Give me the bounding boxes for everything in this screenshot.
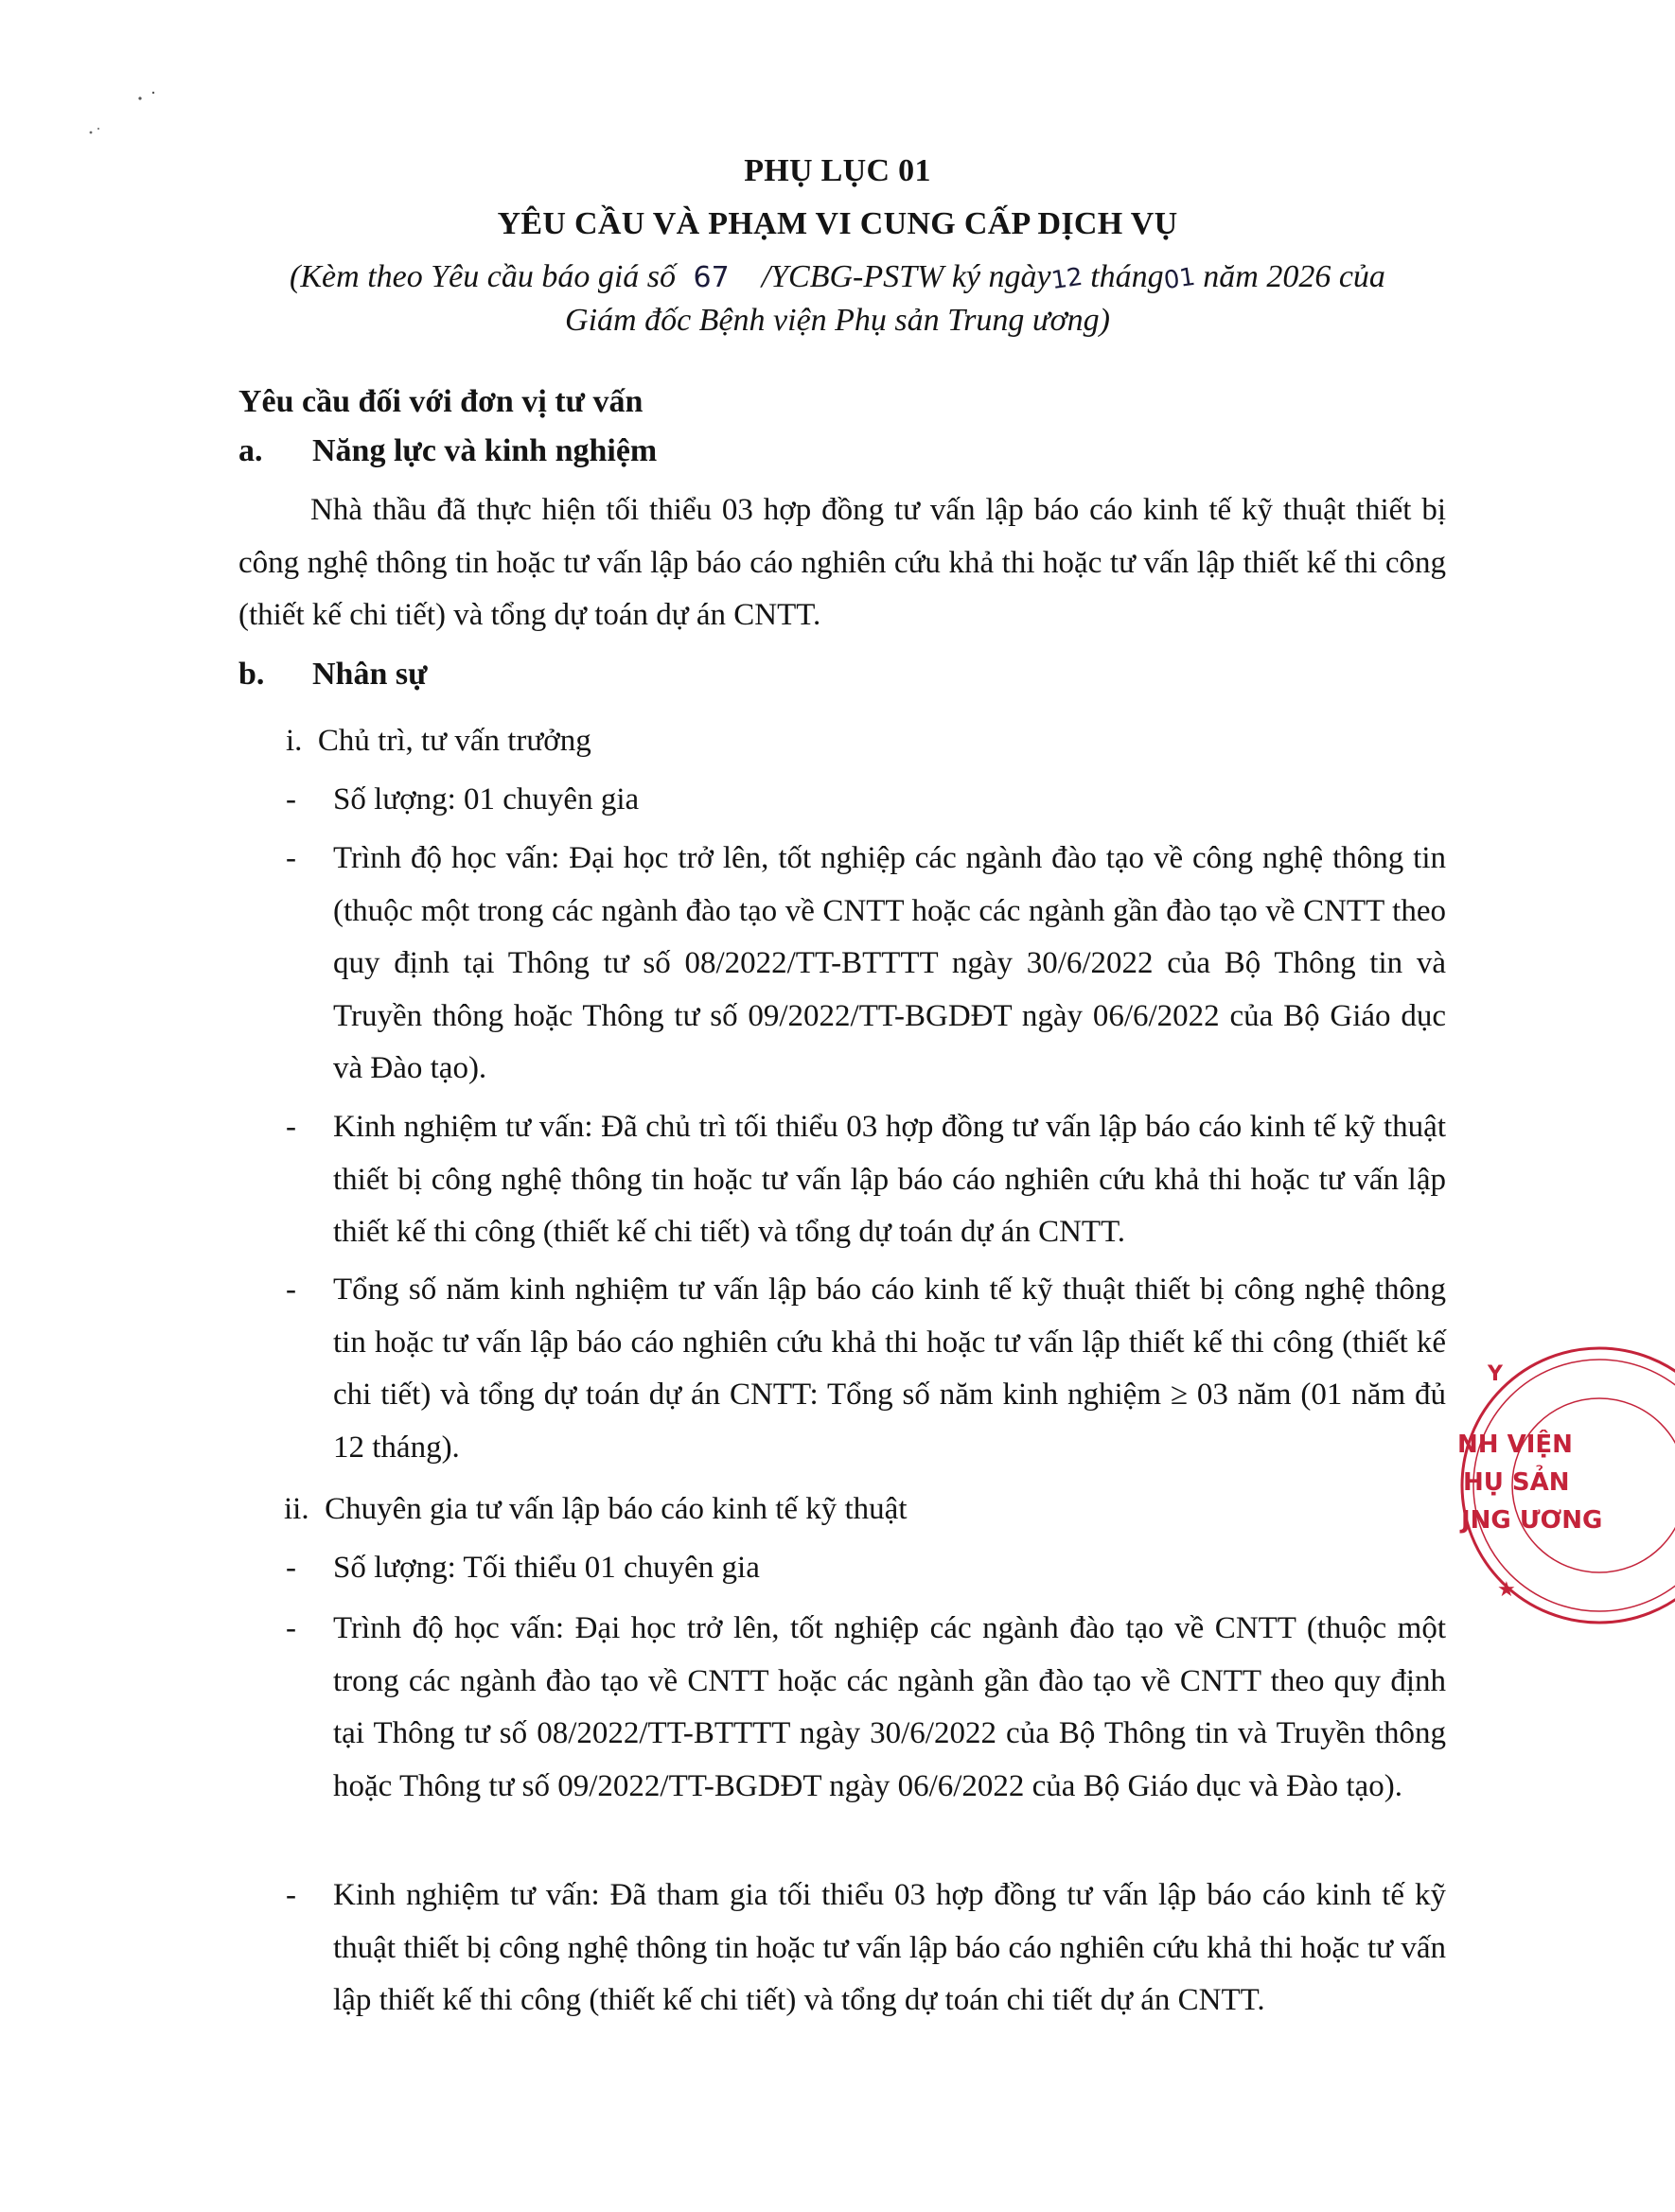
handwritten-month: 01 xyxy=(1161,262,1197,296)
seal-star-icon: ★ xyxy=(1497,1578,1516,1602)
handwritten-number: 67 xyxy=(693,261,730,294)
attachment-note-line1 xyxy=(0,259,1675,295)
section-b-heading xyxy=(238,657,428,693)
sub-i-title: Chủ trì, tư vấn trưởng xyxy=(317,724,591,758)
handwritten-day: 12 xyxy=(1049,262,1084,296)
bullet-dash: - xyxy=(286,1551,296,1585)
bullet-dash: - xyxy=(286,782,296,816)
attach-mid2: tháng xyxy=(1090,259,1164,294)
section-a-heading xyxy=(238,433,657,469)
sub-i-bullet-1: Số lượng: 01 chuyên gia xyxy=(333,782,640,816)
section-b-label: b. xyxy=(238,657,265,692)
section-a-paragraph: Nhà thầu đã thực hiện tối thiểu 03 hợp đồng tư vấn lập báo cáo kinh tế kỹ thuật thiết bị công nghệ thông tin hoặc tư vấn lập báo cáo nghiên cứu khả thi hoặc tư vấn lập thiết kế thi công (thiết kế chi tiết) và tổng dự toán dự án CNTT. xyxy=(238,493,1446,632)
hospital-seal xyxy=(1457,1325,1603,1637)
bullet-dash: - xyxy=(286,841,296,875)
bullet-dash: - xyxy=(286,1611,296,1645)
attach-pre: (Kèm theo Yêu cầu báo giá số xyxy=(290,259,676,294)
seal-text-4: JNG ƯƠNG xyxy=(1461,1506,1603,1535)
section-a-title: Năng lực và kinh nghiệm xyxy=(312,433,658,468)
sub-i-bullet-4: Tổng số năm kinh nghiệm tư vấn lập báo cáo kinh tế kỹ thuật thiết bị công nghệ thông tin hoặc tư vấn lập báo cáo nghiên cứu khả thi hoặc tư vấn lập thiết kế thi công (thiết kế chi tiết) và tổng dự toán dự án CNTT: Tổng số năm kinh nghiệm ≥ 03 năm (01 năm đủ 12 tháng). xyxy=(333,1273,1446,1465)
sub-i-label: i. xyxy=(286,724,303,758)
sub-ii-bullet-2: Trình độ học vấn: Đại học trở lên, tốt nghiệp các ngành đào tạo về CNTT (thuộc một trong các ngành đào tạo về CNTT hoặc các ngành gần đào tạo về CNTT theo quy định tại Thông tư số 08/2022/TT-BTTTT ngày 30/6/2022 của Bộ Thông tin và Truyền thông hoặc Thông tư số 09/2022/TT-BGDĐT ngày 06/6/2022 của Bộ Giáo dục và Đào tạo). xyxy=(333,1611,1446,1803)
sub-ii-bullet-3: Kinh nghiệm tư vấn: Đã tham gia tối thiểu 03 hợp đồng tư vấn lập báo cáo kinh tế kỹ thuật thiết bị công nghệ thông tin hoặc tư vấn lập báo cáo nghiên cứu khả thi hoặc tư vấn lập thiết kế thi công (thiết kế chi tiết) và tổng dự toán chi tiết dự án CNTT. xyxy=(333,1878,1446,2017)
section-heading: Yêu cầu đối với đơn vị tư vấn xyxy=(238,384,644,419)
bullet-dash: - xyxy=(286,1878,296,1912)
seal-text-3: HỤ SẢN xyxy=(1463,1468,1570,1497)
attach-mid1: /YCBG-PSTW ký ngày xyxy=(761,259,1051,294)
section-b-title: Nhân sự xyxy=(312,657,428,692)
seal-text-1: Y xyxy=(1488,1362,1503,1386)
bullet-dash: - xyxy=(286,1273,296,1307)
sub-ii-bullet-1: Số lượng: Tối thiểu 01 chuyên gia xyxy=(333,1551,760,1585)
seal-text-2: NH VIỆN xyxy=(1457,1431,1573,1459)
sub-i-heading xyxy=(286,715,591,768)
sub-ii-label: ii. xyxy=(284,1492,309,1526)
sub-ii-heading xyxy=(284,1483,908,1536)
attachment-note-line2: Giám đốc Bệnh viện Phụ sản Trung ương) xyxy=(565,303,1110,338)
document-title: PHỤ LỤC 01 xyxy=(744,153,931,188)
sub-ii-title: Chuyên gia tư vấn lập báo cáo kinh tế kỹ thuật xyxy=(325,1492,908,1526)
document-subtitle: YÊU CẦU VÀ PHẠM VI CUNG CẤP DỊCH VỤ xyxy=(497,206,1178,241)
section-a-label: a. xyxy=(238,433,263,468)
bullet-dash: - xyxy=(286,1110,296,1144)
attach-post: năm 2026 của xyxy=(1203,259,1385,294)
sub-i-bullet-3: Kinh nghiệm tư vấn: Đã chủ trì tối thiểu 03 hợp đồng tư vấn lập báo cáo kinh tế kỹ thuật thiết bị công nghệ thông tin hoặc tư vấn lập báo cáo nghiên cứu khả thi hoặc tư vấn lập thiết kế thi công (thiết kế chi tiết) và tổng dự toán dự án CNTT. xyxy=(333,1110,1446,1249)
sub-i-bullet-2: Trình độ học vấn: Đại học trở lên, tốt nghiệp các ngành đào tạo về công nghệ thông tin (thuộc một trong các ngành đào tạo về CNTT hoặc các ngành gần đào tạo về CNTT theo quy định tại Thông tư số 08/2022/TT-BTTTT ngày 30/6/2022 của Bộ Thông tin và Truyền thông hoặc Thông tư số 09/2022/TT-BGDĐT ngày 06/6/2022 của Bộ Giáo dục và Đào tạo). xyxy=(333,841,1446,1085)
